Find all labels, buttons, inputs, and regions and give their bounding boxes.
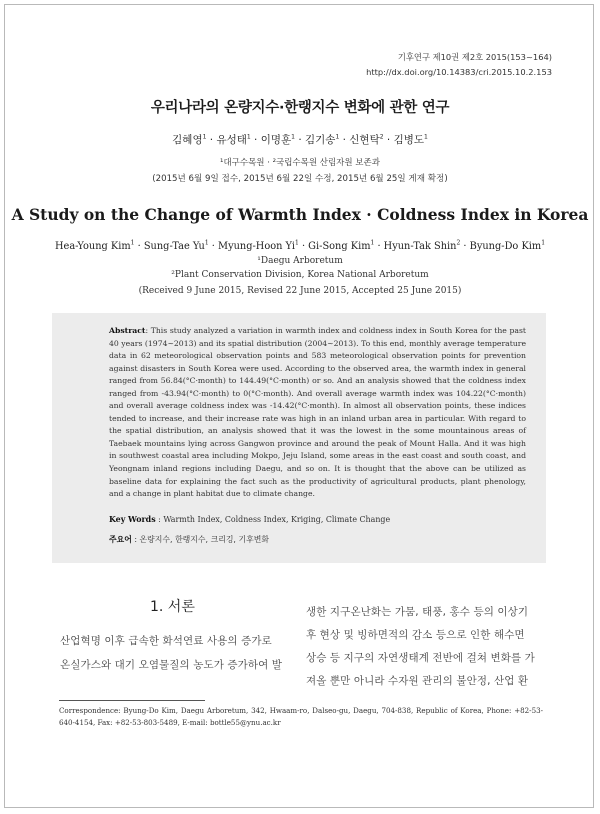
en-author-4: Gi-Song Kim: [308, 241, 371, 252]
abstract-text: : This study analyzed a variation in warmth index and coldness index in South Korea for the past 40 years (1974~2013) and its spatial distribution (2004~2013). To this end, monthly average temperature data in 62 meteorological observation points and 583 meteorological observation points for prevention against disasters in South Korea were used. According to the observed area, the warmth index in general ranged from 56.84(°C·month) to 144.49(°C·month) or so. And an analysis showed that the coldness index ranged from -43.94(°C·month) to 0(°C·month). And overall average warmth index was 104.22(°C·month) and overall average coldness index was -14.42(°C·month). In almost all observation points, these indices tended to increase, and their increase rate was high in an inland urban area in particular. With regard to the spatial distribution, an analysis showed that it was the lowest in the some mountainous areas of Taebaek mountains lying across Gangwon province and around the peak of Mount Halla. And it was high in southwest coastal area including Mokpo, Jeju Island, some areas in the east coast and south coast, and Yeongnam inland regions including Daegu, and so on. It is thought that the above can be utilized as baseline data for explaining the fact such as the productivity of agricultural products, plant phenology, and a change in plant habitat due to climate change.: [109, 326, 526, 499]
korean-title: 우리나라의 온량지수·한랭지수 변화에 관한 연구: [150, 100, 450, 116]
english-affiliation-1: ¹Daegu Arboretum: [257, 256, 343, 266]
english-authors: Hea-Young Kim$^1$ · Sung-Tae $Yu^1$ · Myung-Hoon $Yi^1$ · Gi-Song Kim$^1$ · Hyun-Tak Shin$^2$ · Byung-Do Kim$^1$: [54, 239, 546, 252]
en-author-2: Sung-Tae Yu: [143, 241, 205, 252]
body-line: 후 현상 및 빙하면적의 감소 등으로 인한 해수면: [306, 629, 525, 641]
kr-author-3: 이명훈: [260, 134, 292, 146]
english-keywords: [109, 515, 529, 524]
korean-affiliation: ¹대구수목원 · ²국립수목원 산림자원 보존과: [220, 158, 380, 168]
korean-keywords: [109, 534, 529, 545]
keywords-label: Key Words: [109, 515, 156, 524]
correspondence-footnote: Correspondence: Byung-Do Kim, Daegu Arboretum, 342, Hwaam-ro, Dalseo-gu, Daegu, 704-838, Republic of Korea, Phone: +82-53-640-4154, Fax: +82-53-803-5489, E-mail: bottle55@ynu.ac.kr: [59, 706, 543, 727]
journal-info: [366, 50, 552, 80]
en-author-3: Myung-Hoon Yi: [218, 241, 295, 252]
body-line: 생한 지구온난화는 가뭄, 태풍, 홍수 등의 이상기: [306, 606, 529, 618]
abstract-label: Abstract: [109, 326, 146, 335]
en-author-1: Hea-Young Kim: [54, 241, 131, 252]
kr-author-5: 신현탁: [349, 134, 380, 146]
body-line: 상승 등 지구의 자연생태계 전반에 걸쳐 변화를 가: [306, 652, 535, 664]
kr-author-6: 김병도: [393, 134, 424, 146]
keywords-text: : Warmth Index, Coldness Index, Kriging, Climate Change: [158, 515, 391, 524]
kr-author-1: 김혜영: [172, 134, 203, 146]
korean-authors: 김혜영$^1$ · 유성태$^1$ · 이명훈$^1$ · 김기송$^1$ · 신현탁$^2$ · 김병도$^1$: [172, 133, 428, 146]
kr-keywords-text: : 온량지수, 한랭지수, 크리깅, 기후변화: [134, 535, 269, 544]
section-heading: 1. 서론: [150, 599, 195, 615]
body-line: 져올 뿐만 아니라 수자원 관리의 불안정, 산업 환: [306, 675, 529, 687]
kr-author-4: 김기송: [305, 134, 336, 146]
doi-link[interactable]: http://dx.doi.org/10.14383/cri.2015.10.2.153: [366, 67, 552, 77]
english-received: (Received 9 June 2015, Revised 22 June 2015, Accepted 25 June 2015): [138, 286, 462, 296]
footer-rule: [59, 700, 205, 701]
body-line: 온실가스와 대기 오염물질의 농도가 증가하여 발: [60, 659, 283, 671]
korean-received: (2015년 6월 9일 접수, 2015년 6월 22일 수정, 2015년 6월 25일 게재 확정): [152, 174, 448, 184]
abstract: [109, 325, 526, 501]
english-affiliation-2: ²Plant Conservation Division, Korea National Arboretum: [171, 270, 429, 280]
kr-author-2: 유성태: [216, 134, 247, 146]
journal-citation: 기후연구 제10권 제2호 2015(153~164): [397, 52, 552, 62]
body-line: 산업혁명 이후 급속한 화석연료 사용의 증가로: [60, 635, 272, 647]
english-title: A Study on the Change of Warmth Index · Coldness Index in Korea: [11, 205, 589, 224]
en-author-6: Byung-Do Kim: [469, 241, 542, 252]
kr-keywords-label: 주요어: [109, 535, 132, 544]
en-author-5: Hyun-Tak Shin: [383, 241, 457, 252]
